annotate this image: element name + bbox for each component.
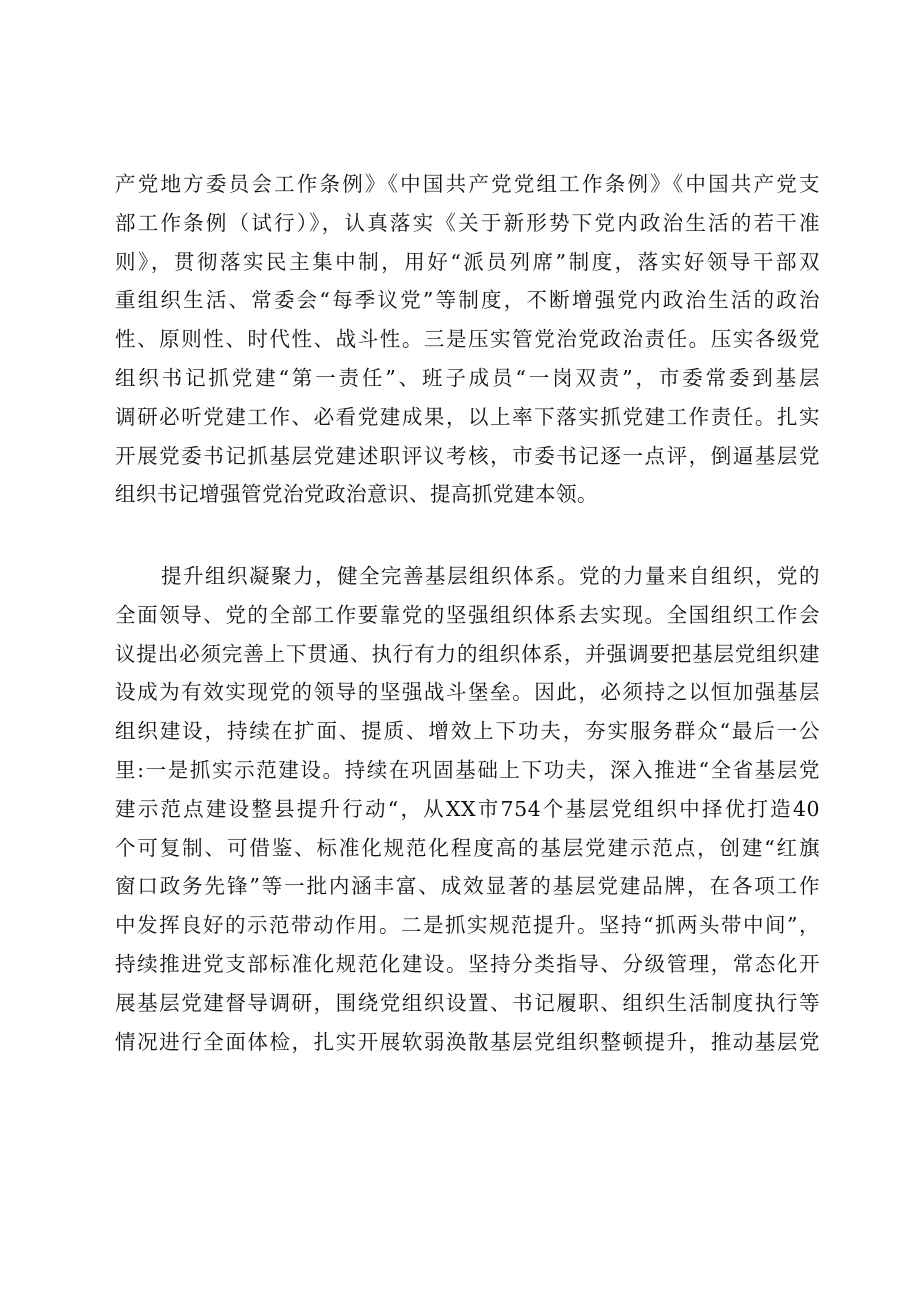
paragraph-1-line: 组织书记增强管党治党政治意识、提高抓党建本领。	[115, 482, 598, 507]
paragraph-1-line: 产党地方委员会工作条例》《中国共产党党组工作条例》《中国共产党支	[115, 172, 820, 196]
paragraph-2-line: 建示范点建设整县提升行动“，从XX市754个基层党组织中择优打造40	[115, 796, 820, 821]
paragraph-1-line: 开展党委书记抓基层党建述职评议考核，市委书记逐一点评，倒逼基层党	[115, 443, 820, 468]
paragraph-2-line: 展基层党建督导调研，围绕党组织设置、书记履职、组织生活制度执行等	[115, 990, 820, 1015]
paragraph-1-line: 调研必听党建工作、必看党建成果，以上率下落实抓党建工作责任。扎实	[115, 404, 820, 429]
paragraph-2-line: 设成为有效实现党的领导的坚强战斗堡垒。因此，必须持之以恒加强基层	[115, 680, 820, 705]
paragraph-1-line: 则》，贯彻落实民主集中制，用好“派员列席”制度，落实好领导干部双	[115, 249, 820, 274]
paragraph-2-line: 组织建设，持续在扩面、提质、增效上下功夫，夯实服务群众“最后一公	[115, 719, 820, 744]
paragraph-2-line: 持续推进党支部标准化规范化建设。坚持分类指导、分级管理，常态化开	[115, 951, 820, 976]
paragraph-2-line: 中发挥良好的示范带动作用。二是抓实规范提升。坚持“抓两头带中间”，	[115, 913, 820, 938]
paragraph-2-line: 窗口政务先锋”等一批内涵丰富、成效显著的基层党建品牌，在各项工作	[115, 874, 820, 899]
paragraph-2-line: 里:一是抓实示范建设。持续在巩固基础上下功夫，深入推进“全省基层党	[115, 757, 820, 782]
paragraph-2-line: 全面领导、党的全部工作要靠党的坚强组织体系去实现。全国组织工作会	[115, 602, 820, 627]
paragraph-1-line: 部工作条例（试行）》，认真落实《关于新形势下党内政治生活的若干准	[115, 210, 820, 235]
paragraph-1-line: 性、原则性、时代性、战斗性。三是压实管党治党政治责任。压实各级党	[115, 327, 820, 352]
paragraph-2-line: 提升组织凝聚力，健全完善基层组织体系。党的力量来自组织，党的	[161, 564, 820, 588]
paragraph-1	[115, 165, 820, 514]
paragraph-2-line: 情况进行全面体检，扎实开展软弱涣散基层党组织整顿提升，推动基层党	[115, 1029, 820, 1054]
paragraph-2-line: 个可复制、可借鉴、标准化规范化程度高的基层党建示范点，创建“红旗	[115, 835, 820, 860]
paragraph-2	[115, 557, 820, 1061]
paragraph-1-line: 组织书记抓党建“第一责任”、班子成员“一岗双责”，市委常委到基层	[115, 365, 820, 390]
paragraph-1-line: 重组织生活、常委会“每季议党”等制度，不断增强党内政治生活的政治	[115, 288, 820, 313]
paragraph-2-line: 议提出必须完善上下贯通、执行有力的组织体系，并强调要把基层党组织建	[115, 641, 820, 666]
